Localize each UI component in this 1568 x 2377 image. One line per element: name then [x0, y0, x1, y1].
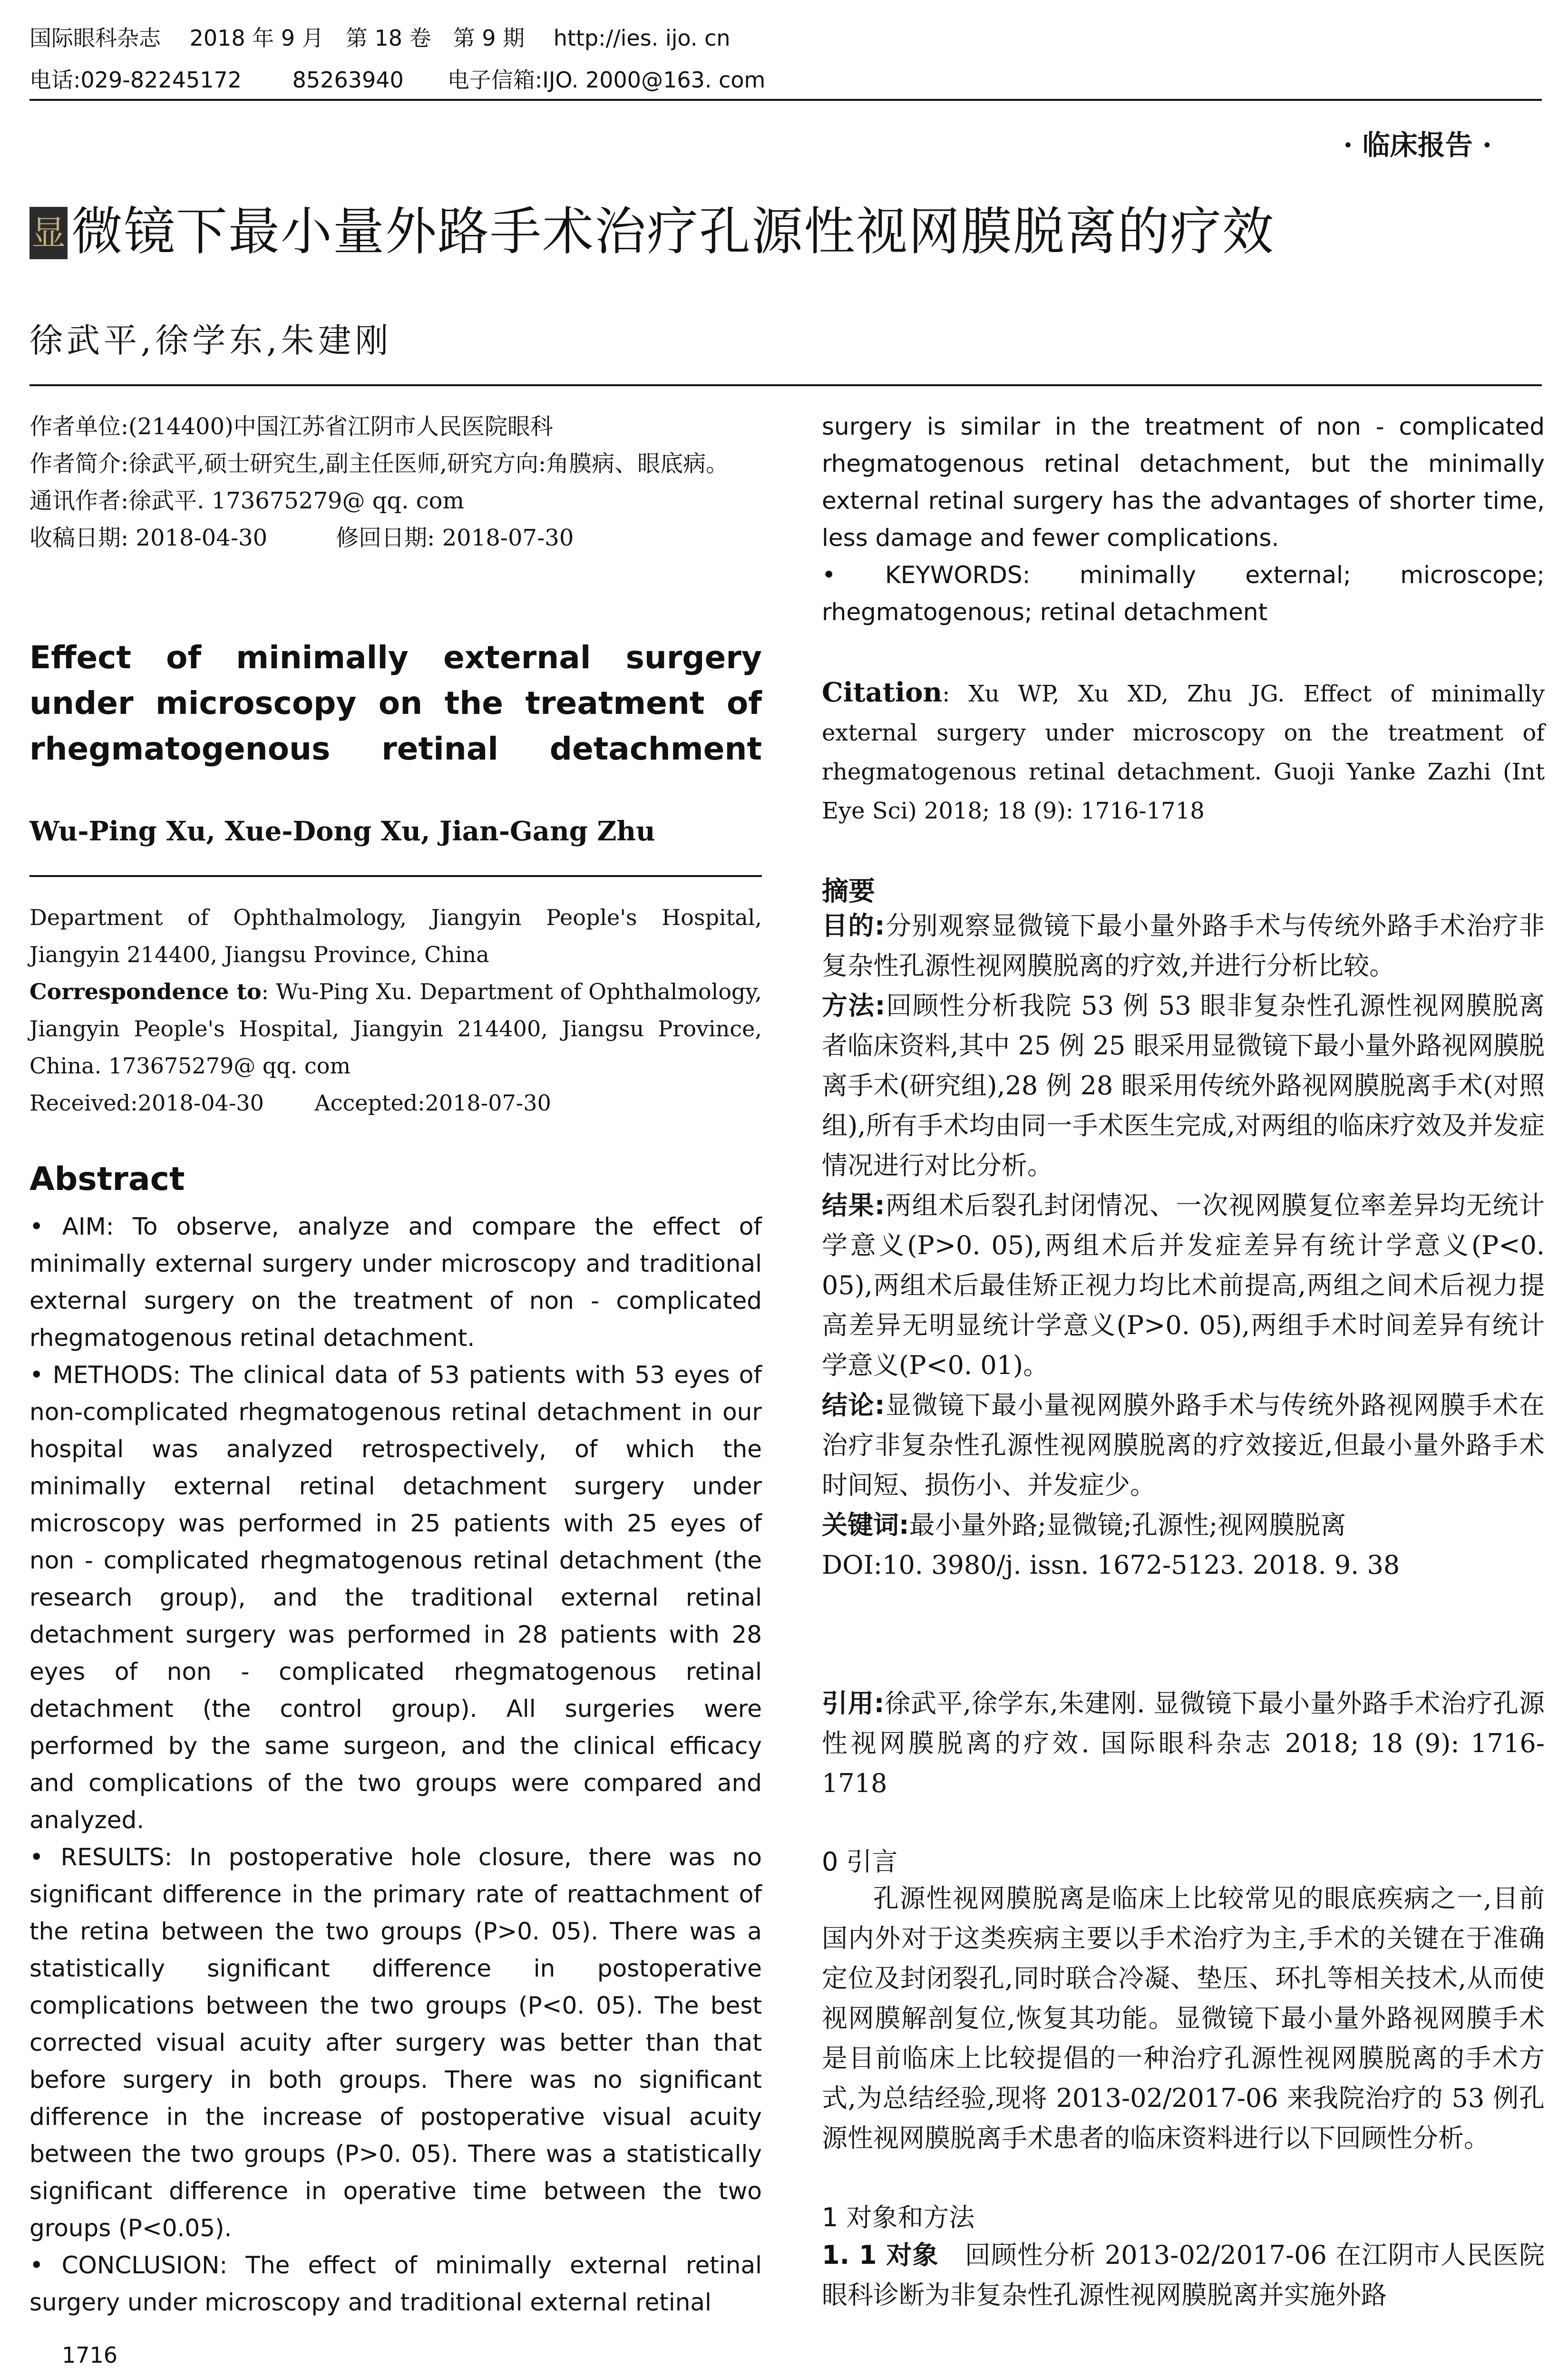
authors-rule [29, 875, 762, 877]
english-abstract-left [29, 1208, 762, 2321]
citation-label: Citation [822, 677, 943, 708]
cn-abstract-conclusion [822, 1385, 1545, 1505]
journal-header-line1: 国际眼科杂志 2018 年 9 月 第 18 卷 第 9 期 http://ies. ijo. cn [29, 25, 730, 51]
english-department: Department of Ophthalmology, Jiangyin People's Hospital, Jiangyin 214400, Jiangsu Province, China [29, 905, 762, 967]
section-label: · 临床报告 · [1343, 129, 1492, 161]
section1-1 [822, 2235, 1545, 2315]
cn-abstract-keywords [822, 1505, 1545, 1545]
cn-conclusion-label: 结论: [822, 1390, 885, 1420]
author-bio: 作者简介:徐武平,硕士研究生,副主任医师,研究方向:角膜病、眼底病。 [29, 450, 729, 477]
english-title: Effect of minimally external surgery under microscopy on the treatment of rhegmatogenous retinal detachment [29, 639, 762, 767]
abstract-methods: • METHODS: The clinical data of 53 patients with 53 eyes of non-complicated rhegmatogenous retinal detachment in our hospital was analyzed retrospectively, of which the minimally external retinal detachment surgery under microscopy was performed in 25 patients with 25 eyes of non - complicated rhegmatogenous retinal detachment (the research group), and the traditional external retinal detachment surgery was performed in 28 patients with 28 eyes of non - complicated rhegmatogenous retinal detachment (the control group). All surgeries were performed by the same surgeon, and the clinical efficacy and complications of the two groups were compared and analyzed. [29, 1361, 762, 1834]
cn-keywords-text: 最小量外路;显微镜;孔源性;视网膜脱离 [909, 1510, 1346, 1540]
correspondence-text: : Wu-Ping Xu. Department of Ophthalmology, Jiangyin People's Hospital, Jiangyin 214400, Jiangsu Province, China. 173675279@ qq. com [29, 979, 762, 1079]
paper-title: 微镜下最小量外路手术治疗孔源性视网膜脱离的疗效 [71, 202, 1275, 262]
cn-doi: DOI:10. 3980/j. issn. 1672-5123. 2018. 9. 38 [822, 1550, 1400, 1580]
author-affiliation: 作者单位:(214400)中国江苏省江阴市人民医院眼科 [29, 413, 553, 440]
english-correspondence [29, 973, 762, 1084]
corresponding-author: 通讯作者:徐武平. 173675279@ qq. com [29, 487, 465, 514]
intro-heading: 0 引言 [822, 1847, 898, 1877]
cn-citation-text: 徐武平,徐学东,朱建刚. 显微镜下最小量外路手术治疗孔源性视网膜脱离的疗效. 国际眼科杂志 2018; 18 (9): 1716-1718 [822, 1688, 1545, 1798]
english-authors: Wu-Ping Xu, Xue-Dong Xu, Jian-Gang Zhu [29, 816, 655, 847]
cn-conclusion-text: 显微镜下最小量视网膜外路手术与传统外路视网膜手术在治疗非复杂性孔源性视网膜脱离的疗效接近,但最小量外路手术时间短、损伤小、并发症少。 [822, 1390, 1545, 1500]
author-info-block [29, 408, 762, 556]
cn-methods-label: 方法: [822, 991, 886, 1021]
journal-header-line2: 电话:029-82245172 85263940 电子信箱:IJO. 2000@163. com [29, 67, 766, 93]
page-number: 1716 [62, 2342, 118, 2368]
cn-abstract-heading: 摘要 [822, 876, 875, 907]
citation-text: : Xu WP, Xu XD, Zhu JG. Effect of minimally external surgery under microscopy on the treatment of rhegmatogenous retinal detachment. Guoji Yanke Zazhi (Int Eye Sci) 2018; 18 (9): 1716-1718 [822, 681, 1545, 824]
title-badge: 显 [29, 207, 68, 259]
cn-aim-text: 分别观察显微镜下最小量外路手术与传统外路手术治疗非复杂性孔源性视网膜脱离的疗效,并进行分析比较。 [822, 911, 1545, 981]
abstract-keywords: • KEYWORDS: minimally external; microscope; rhegmatogenous; retinal detachment [822, 561, 1545, 626]
abstract-heading: Abstract [29, 1160, 185, 1198]
cn-citation [822, 1684, 1545, 1803]
section1-1-label: 1. 1 对象 [822, 2240, 939, 2270]
received-dates-cn: 收稿日期: 2018-04-30 修回日期: 2018-07-30 [29, 525, 574, 551]
title-rule [29, 384, 1542, 386]
cn-abstract-results [822, 1186, 1545, 1385]
english-received: Received:2018-04-30 Accepted:2018-07-30 [29, 1090, 551, 1116]
cn-abstract-aim [822, 906, 1545, 986]
section1-1-text: 回顾性分析 2013-02/2017-06 在江阴市人民医院眼科诊断为非复杂性孔源性视网膜脱离并实施外路 [822, 2240, 1545, 2310]
cn-results-label: 结果: [822, 1190, 885, 1220]
cn-results-text: 两组术后裂孔封闭情况、一次视网膜复位率差异均无统计学意义(P>0. 05),两组术后并发症差异有统计学意义(P<0. 05),两组术后最佳矫正视力均比术前提高,两组之间术后视力提高差异无明显统计学意义(P>0. 05),两组手术时间差异有统计学意义(P<0. 01)。 [822, 1190, 1545, 1380]
authors-cn: 徐武平,徐学东,朱建刚 [29, 321, 392, 360]
abstract-results: • RESULTS: In postoperative hole closure, there was no significant difference in the primary rate of reattachment of the retina between the two groups (P>0. 05). There was a statistically significant difference in postoperative complications between the two groups (P<0. 05). The best corrected visual acuity after surgery was better than that before surgery in both groups. There was no significant difference in the increase of postoperative visual acuity between the two groups (P>0. 05). There was a statistically significant difference in operative time between the two groups (P<0.05). [29, 1843, 762, 2242]
abstract-conclusion-start: • CONCLUSION: The effect of minimally external retinal surgery under microscopy and traditional external retinal [29, 2251, 762, 2316]
english-abstract-right [822, 408, 1545, 631]
cn-aim-label: 目的: [822, 911, 885, 941]
section1-heading: 1 对象和方法 [822, 2202, 975, 2232]
cn-abstract-methods [822, 986, 1545, 1186]
cn-citation-label: 引用: [822, 1688, 885, 1718]
english-affiliation-block [29, 899, 762, 1121]
english-citation [822, 673, 1545, 830]
abstract-aim: • AIM: To observe, analyze and compare the effect of minimally external surgery under microscopy and traditional external surgery on the treatment of non - complicated rhegmatogenous retinal detachment. [29, 1213, 762, 1352]
cn-methods-text: 回顾性分析我院 53 例 53 眼非复杂性孔源性视网膜脱离者临床资料,其中 25 例 25 眼采用显微镜下最小量外路视网膜脱离手术(研究组),28 例 28 眼采用传统外路视网膜脱离手术(对照组),所有手术均由同一手术医生完成,对两组的临床疗效及并发症情况进行对比分析。 [822, 991, 1545, 1180]
correspondence-label: Correspondence to [29, 979, 262, 1004]
cn-abstract-body [822, 906, 1545, 1585]
header-rule [29, 99, 1542, 101]
intro-text: 孔源性视网膜脱离是临床上比较常见的眼底疾病之一,目前国内外对于这类疾病主要以手术治疗为主,手术的关键在于准确定位及封闭裂孔,同时联合冷凝、垫压、环扎等相关技术,从而使视网膜解剖复位,恢复其功能。显微镜下最小量外路视网膜手术是目前临床上比较提倡的一种治疗孔源性视网膜脱离的手术方式,为总结经验,现将 2013-02/2017-06 来我院治疗的 53 例孔源性视网膜脱离手术患者的临床资料进行以下回顾性分析。 [822, 1883, 1545, 2153]
cn-keywords-label: 关键词: [822, 1510, 909, 1540]
abstract-conclusion-end: surgery is similar in the treatment of non - complicated rhegmatogenous retinal detachment, but the minimally external retinal surgery has the advantages of shorter time, less damage and fewer complications. [822, 413, 1545, 552]
